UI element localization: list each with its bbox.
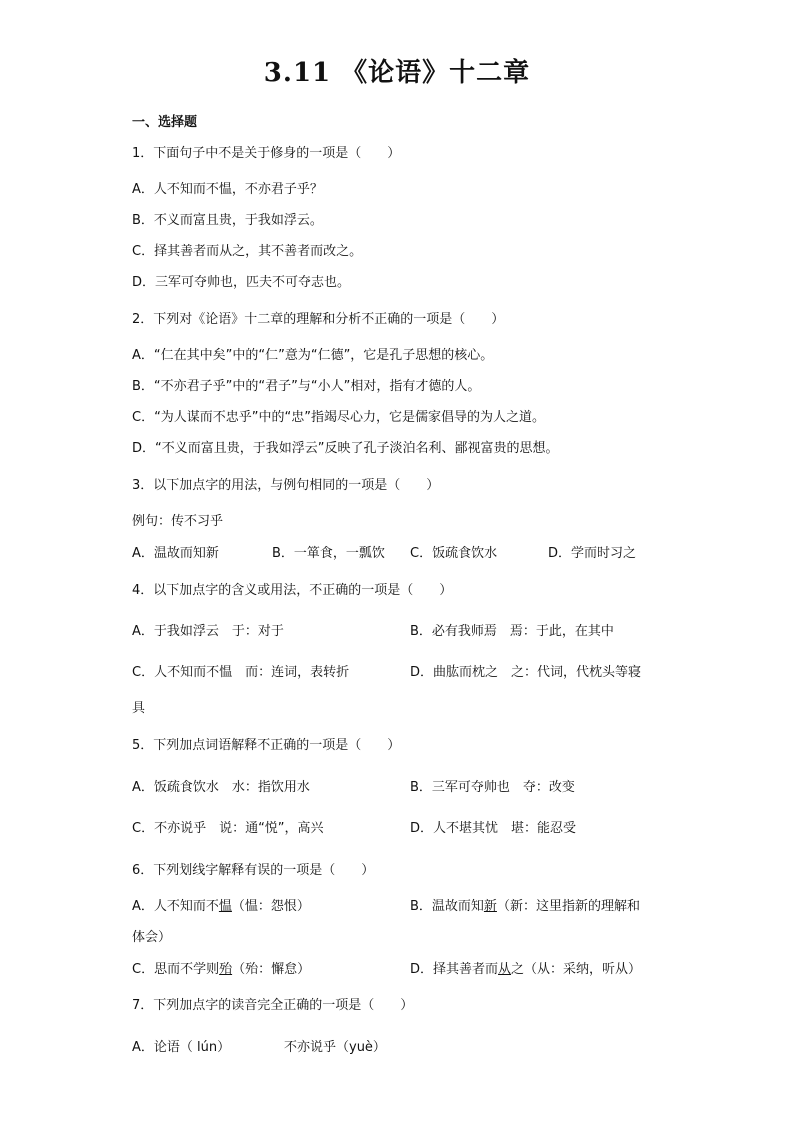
question-5-option-c: C．不亦说乎 说：通“悦”，高兴: [132, 821, 324, 836]
question-6-option-c: [132, 958, 310, 977]
question-7-option-a: A．论语（ lún）: [132, 1040, 231, 1055]
question-4-option-a: A．于我如浮云 于：对于: [132, 624, 284, 639]
underlined-char: 从: [498, 962, 512, 977]
question-3-stem: 3．以下加点字的用法，与例句相同的一项是（ ）: [132, 478, 440, 493]
question-4-option-b: B．必有我师焉 焉：于此，在其中: [410, 624, 614, 639]
question-3-option-b: B．一箪食，一瓢饮: [272, 546, 385, 561]
question-1-option-d: D．三军可夺帅也，匹夫不可夺志也。: [132, 275, 351, 290]
question-7-option-a-part2: 不亦说乎（yuè）: [284, 1040, 386, 1055]
underlined-char: 新: [483, 899, 497, 914]
page-title: 3.11 《论语》十二章: [263, 58, 531, 88]
question-3-option-d: D．学而时习之: [548, 546, 637, 561]
question-2-option-c: C．“为人谋而不忠乎”中的“忠”指竭尽心力，它是儒家倡导的为人之道。: [132, 410, 546, 425]
question-4-option-d: D．曲肱而枕之 之：代词，代枕头等寝: [410, 665, 642, 680]
question-4-option-d-continued: 具: [132, 701, 146, 716]
question-1-stem: 1．下面句子中不是关于修身的一项是（ ）: [132, 146, 401, 161]
option-text: B．温故而知: [410, 899, 484, 914]
question-2-stem: 2．下列对《论语》十二章的理解和分析不正确的一项是（ ）: [132, 312, 505, 327]
question-4-option-c: C．人不知而不愠 而：连词，表转折: [132, 665, 350, 680]
option-text: D．择其善者而: [410, 962, 499, 977]
question-4-stem: 4．以下加点字的含义或用法，不正确的一项是（ ）: [132, 583, 453, 598]
question-2-option-b: B．“不亦君子乎”中的“君子”与“小人”相对，指有才德的人。: [132, 379, 481, 394]
section-heading: 一、选择题: [132, 115, 198, 130]
question-6-option-a: [132, 895, 310, 914]
option-text: A．人不知而不: [132, 899, 219, 914]
question-3-option-a: A．温故而知新: [132, 546, 219, 561]
option-text: （新：这里指新的理解和: [496, 899, 640, 914]
question-3-option-c: C．饭疏食饮水: [410, 546, 498, 561]
question-1-option-c: C．择其善者而从之，其不善者而改之。: [132, 244, 363, 259]
option-text: （愠：怨恨）: [231, 899, 310, 914]
question-6-option-b-continued: 体会）: [132, 930, 172, 945]
question-3-example: 例句：传不习乎: [132, 514, 224, 529]
option-text: （殆：懈怠）: [232, 962, 311, 977]
question-5-stem: 5．下列加点词语解释不正确的一项是（ ）: [132, 738, 401, 753]
option-text: C．思而不学则: [132, 962, 220, 977]
underlined-char: 殆: [219, 962, 233, 977]
option-text: 之（从：采纳，听从）: [511, 962, 642, 977]
question-5-option-b: B．三军可夺帅也 夺：改变: [410, 780, 575, 795]
question-6-option-b: [410, 895, 640, 914]
question-1-option-b: B．不义而富且贵，于我如浮云。: [132, 213, 323, 228]
question-6-stem: 6．下列划线字解释有误的一项是（ ）: [132, 863, 375, 878]
question-6-option-d: [410, 958, 641, 977]
underlined-char: 愠: [218, 899, 232, 914]
question-1-option-a: A．人不知而不愠，不亦君子乎？: [132, 182, 323, 197]
question-5-option-d: D．人不堪其忧 堪：能忍受: [410, 821, 577, 836]
question-5-option-a: A．饭疏食饮水 水：指饮用水: [132, 780, 310, 795]
question-2-option-a: A．“仁在其中矣”中的“仁”意为“仁德”，它是孔子思想的核心。: [132, 348, 494, 363]
question-2-option-d: D．“不义而富且贵，于我如浮云”反映了孔子淡泊名利、鄙视富贵的思想。: [132, 441, 559, 456]
question-7-stem: 7．下列加点字的读音完全正确的一项是（ ）: [132, 998, 414, 1013]
